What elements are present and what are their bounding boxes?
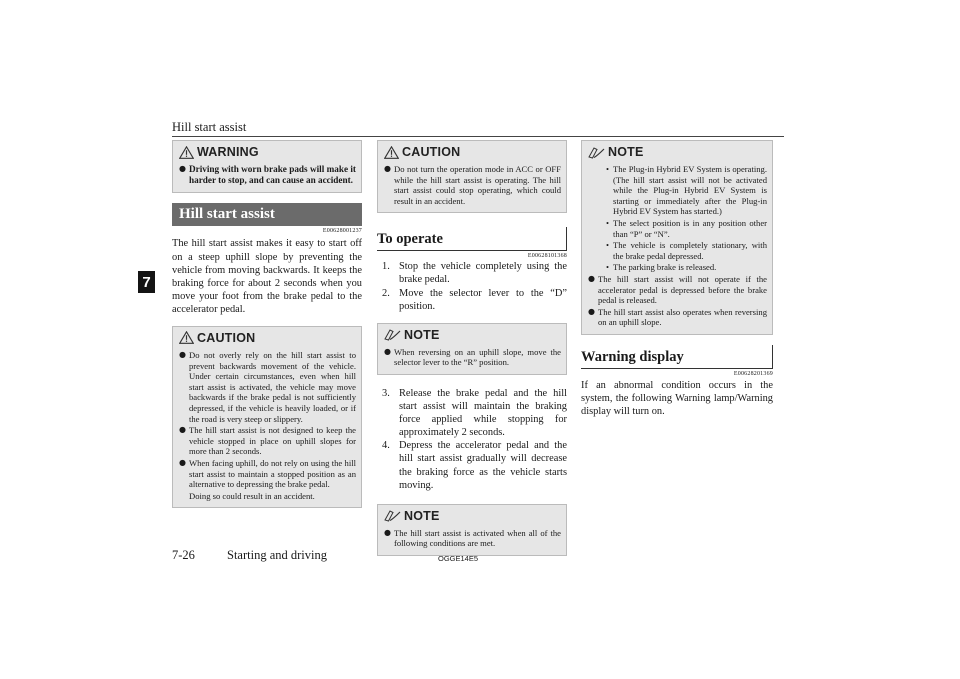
steps-list-a (377, 260, 567, 312)
caution-item: ● Do not turn the operation mode in ACC or OFF while the hill start assist is operating. The hill start assist could stop operating, which could result in an accident. (384, 164, 561, 206)
warning-label: WARNING (197, 145, 259, 159)
warning-triangle-icon (179, 146, 194, 159)
page-header-title: Hill start assist (172, 120, 247, 134)
step-item: 1. Stop the vehicle completely using the brake pedal. (382, 261, 567, 286)
caution-box (377, 140, 567, 213)
bullet-l-icon: ● (384, 527, 391, 537)
column-1 (172, 140, 362, 518)
bullet-dot-icon: • (606, 164, 610, 174)
warning-box (172, 140, 362, 193)
condition-item: • The vehicle is completely stationary, with the brake pedal depressed. (606, 240, 767, 261)
chapter-tab: 7 (138, 271, 155, 293)
bullet-l-icon: ● (179, 425, 186, 435)
bullet-dot-icon: • (606, 262, 610, 273)
footer-doc-code: OGGE14E5 (438, 554, 479, 563)
bullet-l-icon: ● (384, 164, 391, 173)
section-code: E00628001237 (322, 228, 362, 235)
section-title-to-operate: To operate (377, 227, 567, 251)
bullet-l-icon: ● (179, 164, 186, 173)
footer-page-number: 7-26 (172, 548, 195, 562)
note-item: ● The hill start assist also operates when reversing on an uphill slope. (588, 306, 767, 328)
note-box (377, 504, 567, 556)
condition-item: • The parking brake is released. (606, 262, 717, 273)
step-item: 2. Move the selector lever to the “D” position. (382, 287, 567, 312)
bullet-dot-icon: • (606, 217, 610, 228)
note-label: NOTE (404, 508, 440, 523)
step-item: 4. Depress the accelerator pedal and the hill start assist gradually will decrease the braking force as the vehicle starts moving. (382, 440, 567, 491)
note-label: NOTE (404, 327, 440, 342)
footer-section-name: Starting and driving (227, 548, 327, 562)
bullet-l-icon: ● (588, 273, 595, 283)
warning-triangle-icon (179, 331, 194, 344)
condition-item: • The Plug-in Hybrid EV System is operating. (The hill start assist will not be activated while the Plug-in Hybrid EV System is starting or immediately after the Plug-in Hybrid EV System has started.) (606, 164, 767, 217)
column-3 (581, 140, 773, 418)
note-box (377, 323, 567, 375)
caution-label: CAUTION (402, 145, 461, 159)
condition-item: • The select position is in any position other than “P” or “N”. (606, 217, 767, 239)
caution-label: CAUTION (197, 330, 256, 345)
caution-item: ● When facing uphill, do not rely on using the hill start assist to maintain a stopped position as an alternative to depressing the brake pedal. (179, 457, 356, 490)
header-rule (172, 136, 784, 137)
column-2 (377, 140, 567, 566)
bullet-l-icon: ● (179, 457, 186, 467)
caution-item: ● The hill start assist is not designed to keep the vehicle stopped in place on uphill slopes for more than 2 seconds. (179, 425, 356, 457)
bullet-l-icon: ● (179, 349, 186, 359)
note-pencil-icon (588, 146, 605, 159)
intro-paragraph: The hill start assist makes it easy to start off on a steep uphill slope by preventing the vehicle from moving backwards. It keeps the braking force for about 2 seconds when you move your foot from the brake pedal to the accelerator pedal. (172, 238, 362, 315)
note-item: ● The hill start assist is activated when all of the following conditions are met. (384, 527, 561, 549)
note-item: ● When reversing on an uphill slope, move the selector lever to the “R” position. (384, 346, 561, 368)
note-item: ● The hill start assist will not operate if the accelerator pedal is depressed before the brake pedal is released. (588, 273, 767, 306)
section-code: E00628201369 (733, 370, 773, 377)
bullet-l-icon: ● (384, 346, 391, 356)
caution-box (172, 326, 362, 508)
steps-list-b (377, 387, 567, 492)
bullet-dot-icon: • (606, 240, 610, 251)
bullet-l-icon: ● (588, 306, 595, 316)
caution-tail: Doing so could result in an accident. (189, 490, 315, 501)
note-pencil-icon (384, 328, 401, 341)
note-box (581, 140, 773, 335)
warning-triangle-icon (384, 146, 399, 159)
caution-item: ● Do not overly rely on the hill start assist to prevent backwards movement of the vehicle. Under certain circumstances, even when hill start assist is activated, the vehicle may move backwards if the brake pedal is not sufficiently depressed, if the vehicle is heavily loaded, or if the road is very steep or slippery. (179, 349, 356, 424)
warning-display-paragraph: If an abnormal condition occurs in the system, the following Warning lamp/Warning display will turn on. (581, 379, 773, 418)
step-item: 3. Release the brake pedal and the hill start assist will maintain the braking force applied while stopping for approximately 2 seconds. (382, 387, 567, 439)
section-code: E00628101368 (527, 253, 567, 260)
section-title-warning-display: Warning display (581, 345, 773, 369)
section-title-hill-start-assist: Hill start assist (172, 203, 362, 226)
note-label: NOTE (608, 145, 644, 159)
note-pencil-icon (384, 509, 401, 522)
warning-item: ● Driving with worn brake pads will make it harder to stop, and can cause an accident. (179, 164, 356, 186)
